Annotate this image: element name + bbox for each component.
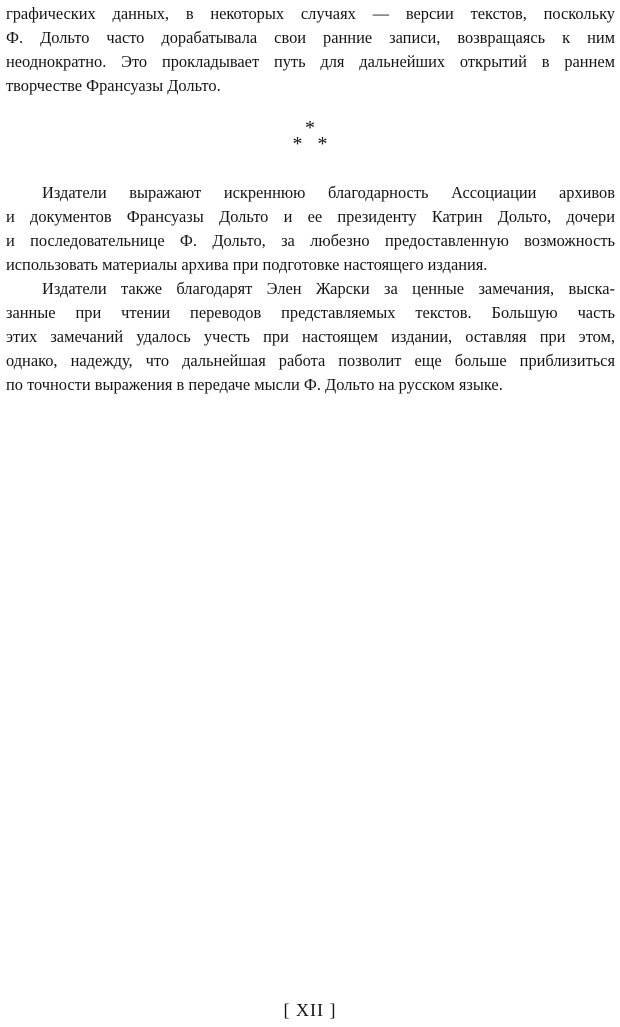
- text-line: занные при чтении переводов представляемых текстов. Большую часть: [6, 303, 615, 322]
- text-line: графических данных, в некоторых случаях — версии текстов, поскольку: [6, 4, 615, 23]
- text-line: Ф. Дольто часто дорабатывала свои ранние записи, возвращаясь к ним: [6, 28, 615, 47]
- text-line: неоднократно. Это прокладывает путь для дальнейших открытий в раннем: [6, 52, 615, 71]
- text-line: и документов Франсуазы Дольто и ее президенту Катрин Дольто, дочери: [6, 207, 615, 226]
- text-line: Издатели также благодарят Элен Жарски за ценные замечания, выска-: [42, 279, 615, 298]
- text-line: и последовательнице Ф. Дольто, за любезно предоставленную возможность: [6, 231, 615, 250]
- text-line: по точности выражения в передаче мысли Ф. Дольто на русском языке.: [6, 375, 503, 394]
- text-line: использовать материалы архива при подготовке настоящего издания.: [6, 255, 488, 274]
- text-line: Издатели выражают искреннюю благодарность Ассоциации архивов: [42, 183, 615, 202]
- page-number: [ XII ]: [283, 1000, 337, 1020]
- separator-stars-bottom: * *: [292, 133, 328, 155]
- separator-star-top: *: [305, 117, 315, 139]
- text-line: однако, надежду, что дальнейшая работа позволит еще больше приблизиться: [6, 351, 615, 370]
- text-line: этих замечаний удалось учесть при настоящем издании, оставляя при этом,: [6, 327, 615, 346]
- text-line: творчестве Франсуазы Дольто.: [6, 76, 221, 95]
